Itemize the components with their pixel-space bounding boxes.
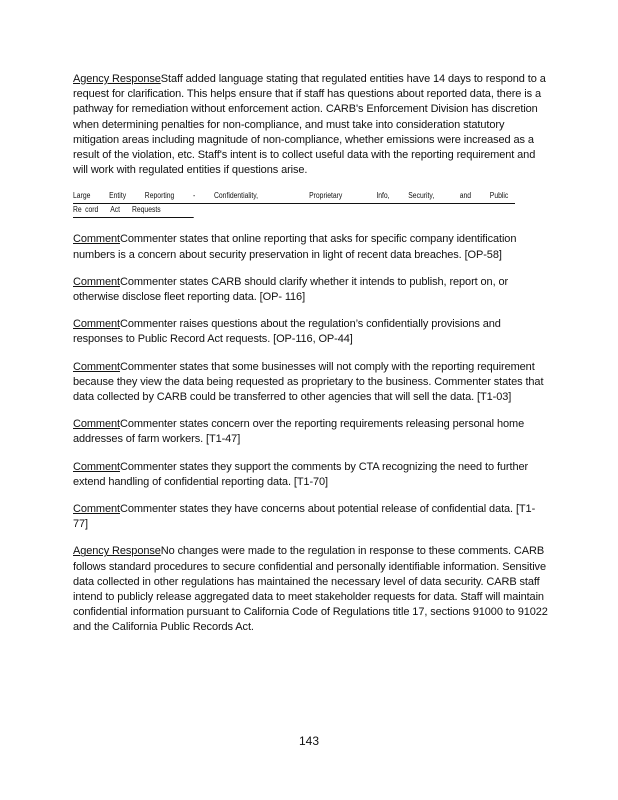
comment-2	[73, 275, 549, 305]
heading-word: Public	[489, 191, 509, 201]
agency-response-text: Staff added language stating that regulated entities have 14 days to respond to a request for clarification. This helps ensure that if staff has questions about reported data, there is a pathway for remediation without enforcement action. CARB's Enforcement Division has discretion when determining penalties for non-compliance, and must take into consideration statutory mitigation areas including magnitude of non-compliance, whether emissions were increased as a result of the violation, etc. Staff's intent is to collect useful data with the reporting requirement and will work with regulated entities if questions arise.	[73, 73, 546, 177]
section-heading	[73, 190, 549, 222]
comment-3	[73, 317, 549, 347]
heading-word: Re	[73, 205, 82, 215]
heading-word: Reporting	[144, 191, 175, 201]
comment-text: Commenter states that online reporting that asks for specific company identification numbers is a concern about security preservation in light of recent data breaches. [OP-58]	[73, 233, 517, 261]
comment-6	[73, 460, 549, 490]
heading-word: Entity	[109, 191, 127, 201]
section-heading-line-2	[73, 204, 194, 218]
comment-label: Comment	[73, 503, 120, 516]
page-number: 143	[298, 734, 320, 748]
comment-7	[73, 502, 549, 532]
comment-4	[73, 360, 549, 406]
agency-response-label: Agency Response	[73, 73, 161, 85]
agency-response-label: Agency Response	[73, 545, 161, 558]
heading-word: Act	[110, 205, 121, 215]
heading-word: Security,	[408, 191, 435, 201]
comment-label: Comment	[73, 418, 120, 431]
final-agency-response	[73, 544, 549, 635]
comment-5	[73, 417, 549, 447]
comment-text: Commenter states concern over the reporting requirements releasing personal home addresses of farm workers. [T1-47]	[73, 418, 525, 446]
intro-agency-response	[73, 72, 549, 178]
comment-label: Comment	[73, 233, 120, 246]
comment-label: Comment	[73, 460, 120, 473]
comment-text: Commenter raises questions about the regulation’s confidentially provisions and responses to Public Record Act requests. [OP-116, OP-44]	[73, 318, 501, 346]
agency-response-text: No changes were made to the regulation in response to these comments. CARB follows standard procedures to secure confidential and personally identifiable information. Sensitive data collected in other regulations has maintained the necessary level of data security. CARB staff intend to publicly release aggregated data to meet stakeholder requests for data. Staff will maintain confidential information pursuant to California Code of Regulations title 17, sections 91000 to 91022 and the California Public Records Act.	[73, 545, 548, 634]
comment-text: Commenter states they have concerns about potential release of confidential data. [T1-77]	[73, 503, 536, 531]
comment-text: Commenter states that some businesses will not comply with the reporting requirement because they view the data being requested as proprietary to the business. Commenter states that data collected by CARB could be transferred to other agencies that will sell the data. [T1-03]	[73, 360, 544, 404]
heading-word: Confidentiality,	[213, 191, 259, 201]
comment-label: Comment	[73, 318, 120, 331]
heading-word: Info,	[376, 191, 390, 201]
heading-word: cord	[85, 205, 99, 215]
comment-1	[73, 232, 549, 262]
comment-label: Comment	[73, 275, 120, 288]
heading-word: -	[192, 191, 196, 201]
heading-word: and	[459, 191, 472, 201]
heading-word: Large	[73, 191, 91, 201]
comment-text: Commenter states CARB should clarify whether it intends to publish, report on, or otherwise disclose fleet reporting data. [OP- 116]	[73, 275, 509, 304]
heading-word: Proprietary	[309, 191, 343, 201]
heading-word: Requests	[131, 205, 161, 215]
section-heading-line-1	[73, 190, 515, 204]
comment-text: Commenter states they support the comments by CTA recognizing the need to further extend handling of confidential reporting data. [T1-70]	[73, 460, 529, 488]
document-body	[73, 72, 549, 648]
comment-label: Comment	[73, 360, 120, 373]
